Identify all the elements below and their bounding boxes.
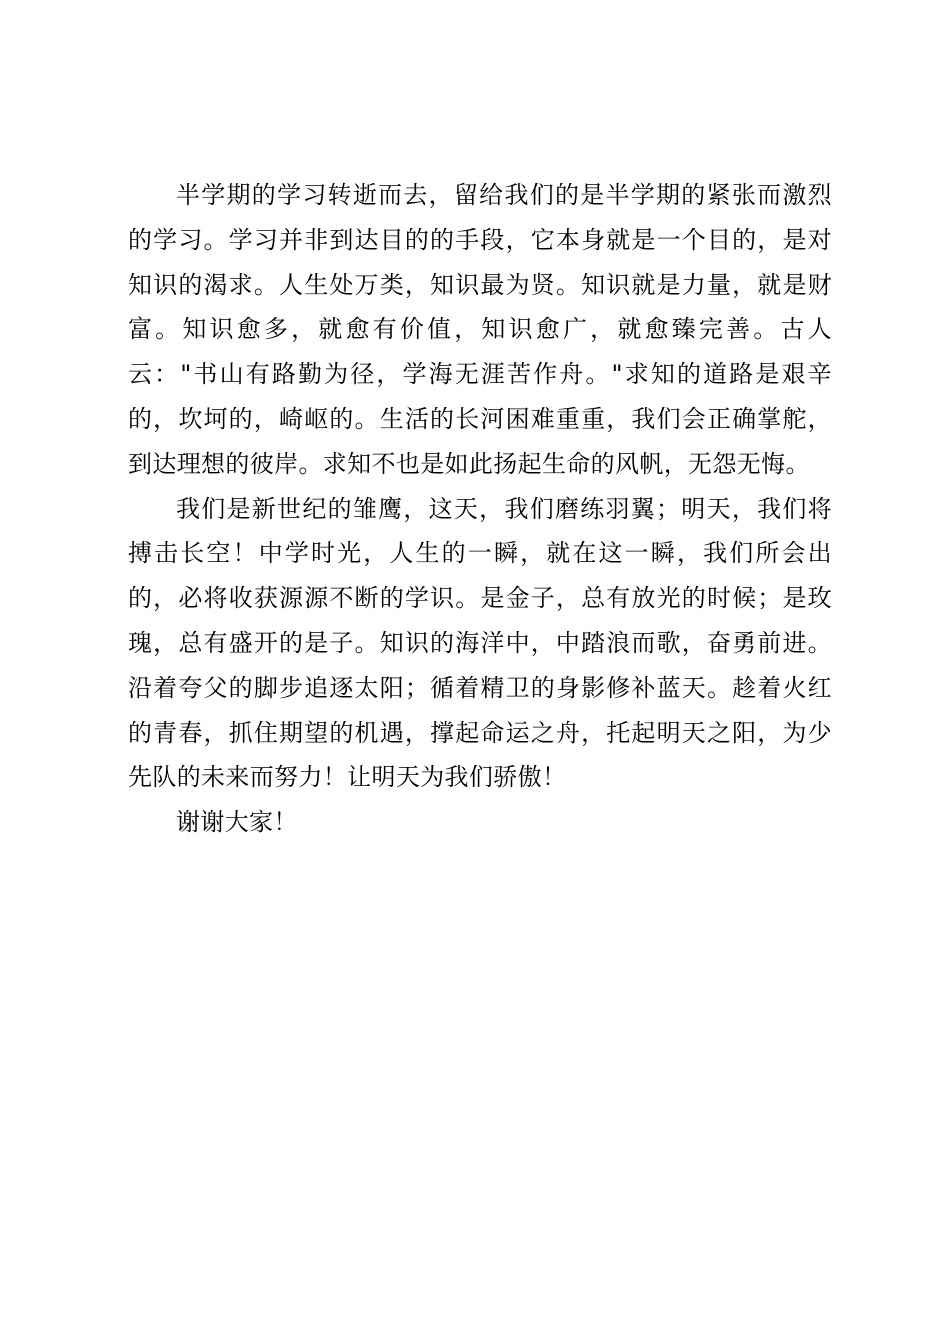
paragraph-main: 我们是新世纪的雏鹰，这天，我们磨练羽翼；明天，我们将搏击长空！中学时光，人生的一瞬，就在这一瞬，我们所会出的，必将收获源源不断的学识。是金子，总有放光的时候；是玫瑰，总有盛开的是子。知识的海洋中，中踏浪而歌，奋勇前进。沿着夸父的脚步追逐太阳；循着精卫的身影修补蓝天。趁着火红的青春，抓住期望的机遇，撑起命运之舟，托起明天之阳，为少先队的未来而努力！让明天为我们骄傲！ [128,494,832,792]
paragraph-closing: 谢谢大家！ [176,808,298,837]
document-body [128,173,832,845]
paragraph-intro: 半学期的学习转逝而去，留给我们的是半学期的紧张而激烈的学习。学习并非到达目的的手段，它本身就是一个目的，是对知识的渴求。人生处万类，知识最为贤。知识就是力量，就是财富。知识愈多，就愈有价值，知识愈广，就愈臻完善。古人云："书山有路勤为径，学海无涯苦作舟。"求知的道路是艰辛的，坎坷的，崎岖的。生活的长河困难重重，我们会正确掌舵，到达理想的彼岸。求知不也是如此扬起生命的风帆，无怨无悔。 [128,181,832,478]
